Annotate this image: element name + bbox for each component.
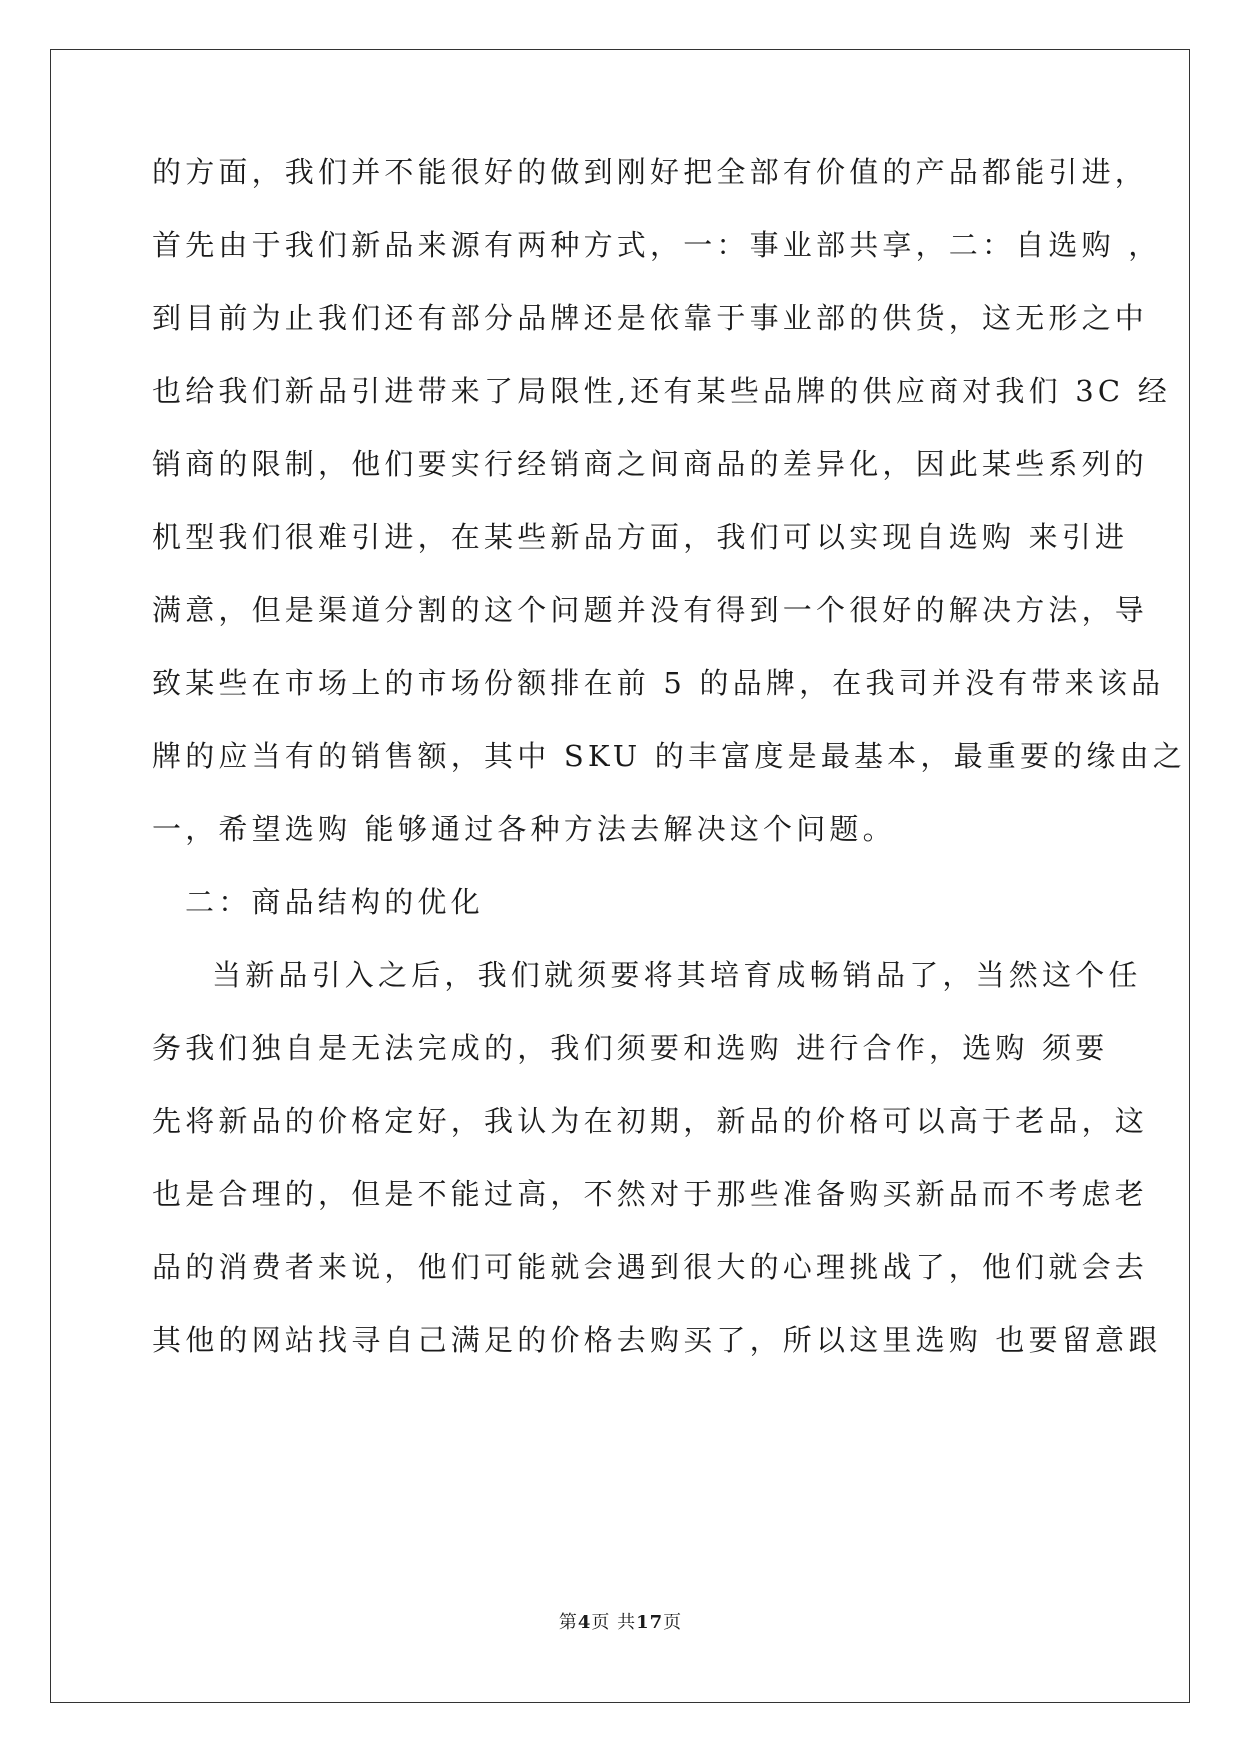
footer-page-mid: 页 共	[591, 1612, 637, 1633]
text-line-5: 销商的限制，他们要实行经销商之间商品的差异化，因此某些系列的	[152, 447, 1149, 481]
text-line-4: 也给我们新品引进带来了局限性,还有某些品牌的供应商对我们 3C 经	[152, 374, 1171, 408]
text-line-1: 的方面，我们并不能很好的做到刚好把全部有价值的产品都能引进，	[152, 155, 1149, 189]
text-line-15: 也是合理的，但是不能过高，不然对于那些准备购买新品而不考虑老	[152, 1177, 1149, 1211]
text-line-9: 牌的应当有的销售额，其中 SKU 的丰富度是最基本，最重要的缘由之	[152, 739, 1186, 773]
footer-total-pages: 17	[636, 1612, 664, 1633]
text-line-12: 当新品引入之后，我们就须要将其培育成畅销品了，当然这个任	[212, 958, 1142, 992]
text-line-7: 满意，但是渠道分割的这个问题并没有得到一个很好的解决方法，导	[152, 593, 1149, 627]
text-line-10: 一，希望选购 能够通过各种方法去解决这个问题。	[152, 812, 896, 846]
text-line-16: 品的消费者来说，他们可能就会遇到很大的心理挑战了，他们就会去	[152, 1250, 1149, 1284]
footer-page-prefix: 第	[558, 1612, 578, 1633]
text-line-13: 务我们独自是无法完成的，我们须要和选购 进行合作，选购 须要	[152, 1031, 1109, 1065]
footer-page-number: 4	[577, 1612, 592, 1633]
text-line-3: 到目前为止我们还有部分品牌还是依靠于事业部的供货，这无形之中	[152, 301, 1149, 335]
section-heading: 二：商品结构的优化	[185, 885, 484, 919]
text-line-14: 先将新品的价格定好，我认为在初期，新品的价格可以高于老品，这	[152, 1104, 1149, 1138]
text-line-8: 致某些在市场上的市场份额排在前 5 的品牌，在我司并没有带来该品	[152, 666, 1165, 700]
page-footer	[0, 1608, 1241, 1634]
text-line-2: 首先由于我们新品来源有两种方式，一：事业部共享，二：自选购 ，	[152, 228, 1162, 262]
text-line-6: 机型我们很难引进，在某些新品方面，我们可以实现自选购 来引进	[152, 520, 1129, 554]
text-line-17: 其他的网站找寻自己满足的价格去购买了，所以这里选购 也要留意跟	[152, 1323, 1162, 1357]
footer-page-suffix: 页	[663, 1612, 683, 1633]
